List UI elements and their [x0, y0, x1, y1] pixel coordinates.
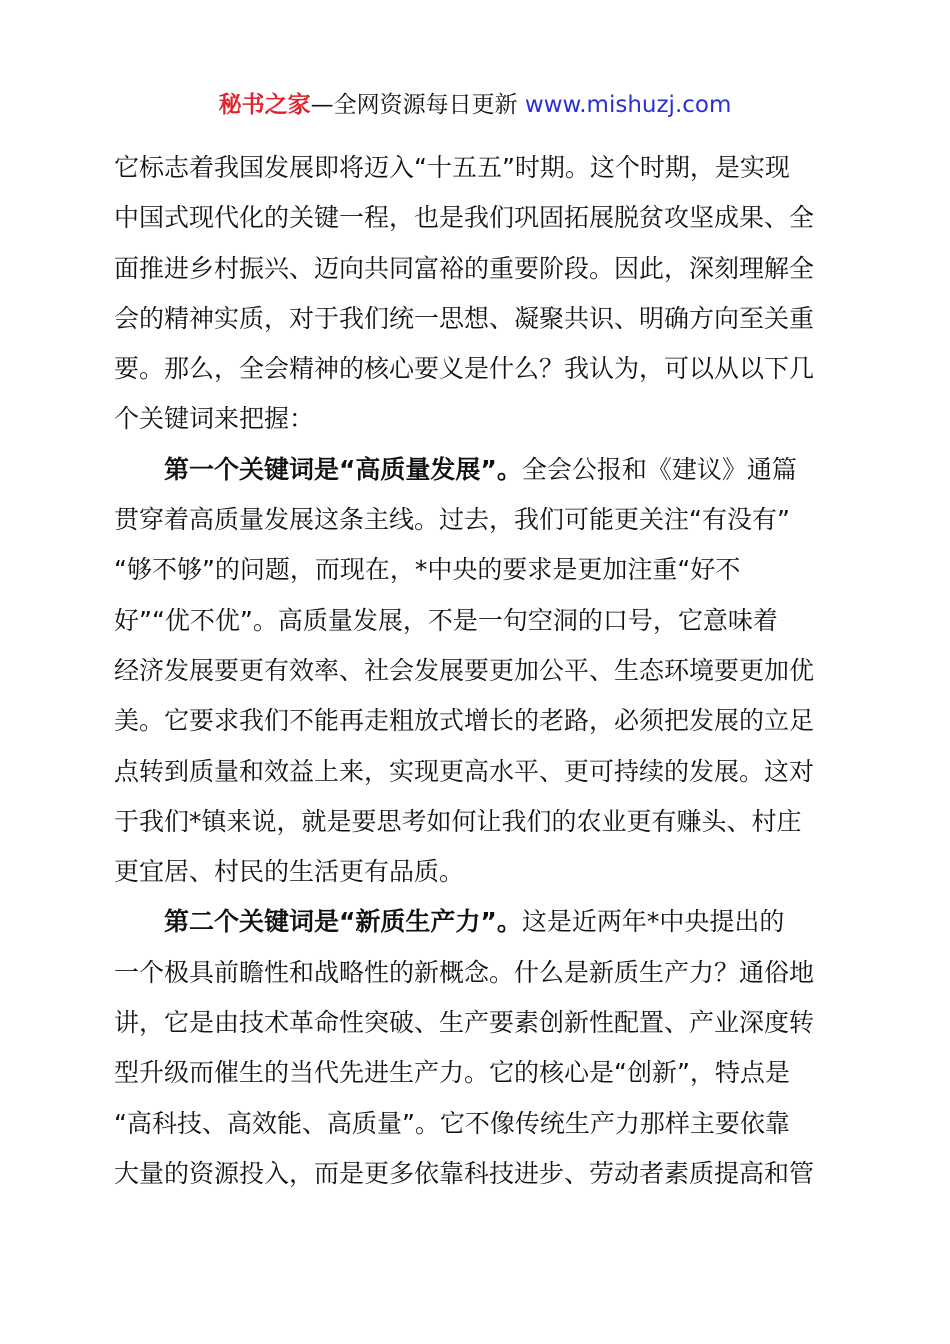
text-line: 会的精神实质，对于我们统一思想、凝聚共识、明确方向至关重 — [114, 303, 815, 333]
text-line: 它标志着我国发展即将迈入“十五五”时期。这个时期，是实现 — [114, 153, 790, 182]
text-line: 个关键词来把握： — [114, 404, 315, 434]
document-body — [114, 143, 834, 1199]
text-line: 点转到质量和效益上来，实现更高水平、更可持续的发展。这对 — [114, 756, 815, 786]
brand-name: 秘书之家 — [218, 92, 311, 118]
text-line: 面推进乡村振兴、迈向共同富裕的重要阶段。因此，深刻理解全 — [114, 253, 815, 283]
text-run: 全会公报和《建议》通篇 — [521, 454, 797, 484]
text-line: “高科技、高效能、高质量”。它不像传统生产力那样主要依靠 — [114, 1108, 790, 1138]
header-tagline: —全网资源每日更新 — [310, 92, 518, 118]
site-header — [0, 88, 950, 122]
paragraph-first-line — [114, 897, 834, 947]
paragraph-keyword-2 — [114, 897, 834, 1199]
text-line: 好”“优不优”。高质量发展，不是一句空洞的口号，它意味着 — [114, 605, 778, 635]
text-line: 于我们*镇来说，就是要思考如何让我们的农业更有赚头、村庄 — [114, 806, 802, 836]
text-line: 经济发展要更有效率、社会发展要更加公平、生态环境要更加优 — [114, 655, 815, 685]
text-line: 更宜居、村民的生活更有品质。 — [114, 857, 465, 887]
text-line: 要。那么，全会精神的核心要义是什么？我认为，可以从以下几 — [114, 354, 815, 384]
keyword-heading: 第二个关键词是“新质生产力”。 — [164, 907, 522, 937]
text-line: 中国式现代化的关键一程，也是我们巩固拓展脱贫攻坚成果、全 — [114, 203, 815, 233]
text-line: “够不够”的问题，而现在，*中央的要求是更加注重“好不 — [114, 555, 741, 585]
text-line: 一个极具前瞻性和战略性的新概念。什么是新质生产力？通俗地 — [114, 957, 815, 987]
paragraph-first-line — [114, 445, 834, 495]
text-line: 讲，它是由技术革命性突破、生产要素创新性配置、产业深度转 — [114, 1008, 815, 1038]
keyword-heading: 第一个关键词是“高质量发展”。 — [164, 454, 522, 484]
text-line: 美。它要求我们不能再走粗放式增长的老路，必须把发展的立足 — [114, 706, 815, 736]
site-url-link[interactable]: www.mishuzj.com — [524, 92, 732, 118]
paragraph-keyword-1 — [114, 445, 834, 898]
text-line: 贯穿着高质量发展这条主线。过去，我们可能更关注“有没有” — [114, 505, 790, 535]
text-line: 型升级而催生的当代先进生产力。它的核心是“创新”，特点是 — [114, 1058, 790, 1088]
text-run: 这是近两年*中央提出的 — [521, 907, 785, 937]
paragraph-intro — [114, 143, 834, 445]
text-line: 大量的资源投入，而是更多依靠科技进步、劳动者素质提高和管 — [114, 1158, 815, 1188]
